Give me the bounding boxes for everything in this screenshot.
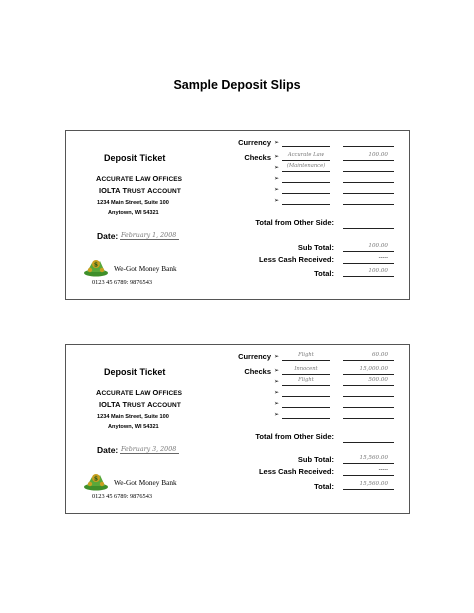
check-desc-line[interactable] bbox=[282, 193, 330, 194]
firm-name: ACCURATE LAW OFFICES bbox=[96, 388, 183, 397]
check-amount-line[interactable] bbox=[343, 396, 394, 397]
sub-total-label: Sub Total: bbox=[297, 243, 334, 252]
less-cash-label: Less Cash Received: bbox=[258, 467, 334, 476]
less-cash-value: ----- bbox=[378, 467, 388, 473]
check-amount: 500.00 bbox=[368, 377, 388, 383]
total-label: Total: bbox=[314, 482, 334, 491]
check-amount-line[interactable] bbox=[343, 374, 394, 375]
address-line-1: 1234 Main Street, Suite 100 bbox=[97, 200, 169, 206]
total-other-side-line[interactable] bbox=[343, 442, 394, 443]
check-desc-line[interactable] bbox=[282, 204, 330, 205]
check-amount-line[interactable] bbox=[343, 204, 394, 205]
slip-heading: Deposit Ticket bbox=[104, 367, 166, 377]
check-amount-line[interactable] bbox=[343, 182, 394, 183]
check-amount-line[interactable] bbox=[343, 385, 394, 386]
deposit-slip bbox=[65, 130, 410, 300]
arrowhead-bullet-icon: ➢ bbox=[274, 154, 280, 160]
check-desc-line[interactable] bbox=[282, 407, 330, 408]
date-label: Date: bbox=[97, 231, 119, 241]
date-value: February 3, 2008 bbox=[120, 446, 179, 454]
currency-amount-line[interactable] bbox=[343, 360, 394, 361]
total-other-side-line[interactable] bbox=[343, 228, 394, 229]
arrowhead-bullet-icon: ➢ bbox=[274, 198, 280, 204]
deposit-slip bbox=[65, 344, 410, 514]
firm-name: ACCURATE LAW OFFICES bbox=[96, 174, 183, 183]
currency-label: Currency bbox=[238, 138, 271, 147]
check-desc-line[interactable] bbox=[282, 171, 330, 172]
check-desc-line[interactable] bbox=[282, 418, 330, 419]
arrowhead-bullet-icon: ➢ bbox=[274, 176, 280, 182]
check-amount-line[interactable] bbox=[343, 418, 394, 419]
check-amount: 15,000.00 bbox=[359, 366, 388, 372]
page-title: Sample Deposit Slips bbox=[173, 78, 301, 92]
currency-amount-line[interactable] bbox=[343, 146, 394, 147]
sub-total-value: 15,560.00 bbox=[359, 455, 388, 461]
check-desc: (Maintenance) bbox=[286, 163, 326, 169]
check-amount: 100.00 bbox=[368, 152, 388, 158]
check-desc-line[interactable] bbox=[282, 182, 330, 183]
check-amount-line[interactable] bbox=[343, 193, 394, 194]
address-line-2: Anytown, WI 54321 bbox=[108, 424, 159, 430]
total-line[interactable] bbox=[343, 489, 394, 490]
total-value: 100.00 bbox=[368, 268, 388, 274]
check-amount-line[interactable] bbox=[343, 407, 394, 408]
check-desc: Flight bbox=[298, 377, 314, 383]
checks-label: Checks bbox=[244, 153, 271, 162]
less-cash-line[interactable] bbox=[343, 263, 394, 264]
check-desc: Accurate Law bbox=[287, 152, 325, 158]
total-other-side-label: Total from Other Side: bbox=[255, 432, 334, 441]
arrowhead-bullet-icon: ➢ bbox=[274, 368, 280, 374]
sub-total-value: 100.00 bbox=[368, 243, 388, 249]
currency-desc-line[interactable] bbox=[282, 360, 330, 361]
arrowhead-bullet-icon: ➢ bbox=[274, 390, 280, 396]
address-line-2: Anytown, WI 54321 bbox=[108, 210, 159, 216]
currency-desc-line[interactable] bbox=[282, 146, 330, 147]
check-desc-line[interactable] bbox=[282, 385, 330, 386]
bank-name: We-Got Money Bank bbox=[114, 264, 177, 273]
arrowhead-bullet-icon: ➢ bbox=[274, 379, 280, 385]
arrowhead-bullet-icon: ➢ bbox=[274, 354, 280, 360]
less-cash-label: Less Cash Received: bbox=[258, 255, 334, 264]
svg-text:$: $ bbox=[93, 261, 99, 269]
check-desc-line[interactable] bbox=[282, 374, 330, 375]
arrowhead-bullet-icon: ➢ bbox=[274, 187, 280, 193]
sub-total-line[interactable] bbox=[343, 463, 394, 464]
currency-amount: 60.00 bbox=[371, 352, 388, 358]
arrowhead-bullet-icon: ➢ bbox=[274, 412, 280, 418]
account-numbers: 0123 45 6789: 9876543 bbox=[92, 279, 152, 286]
check-desc: Innocent bbox=[294, 366, 318, 372]
trust-account-name: IOLTA TRUST ACCOUNT bbox=[99, 400, 181, 409]
money-bank-logo-icon bbox=[83, 469, 109, 491]
arrowhead-bullet-icon: ➢ bbox=[274, 165, 280, 171]
total-line[interactable] bbox=[343, 276, 394, 277]
slip-heading: Deposit Ticket bbox=[104, 153, 166, 163]
total-label: Total: bbox=[314, 269, 334, 278]
sub-total-label: Sub Total: bbox=[297, 455, 334, 464]
check-desc-line[interactable] bbox=[282, 160, 330, 161]
date-value: February 1, 2008 bbox=[120, 232, 179, 240]
sub-total-line[interactable] bbox=[343, 251, 394, 252]
total-value: 15,560.00 bbox=[359, 481, 388, 487]
check-desc-line[interactable] bbox=[282, 396, 330, 397]
currency-desc: Flight bbox=[298, 352, 314, 358]
money-bank-logo-icon bbox=[83, 255, 109, 277]
address-line-1: 1234 Main Street, Suite 100 bbox=[97, 414, 169, 420]
arrowhead-bullet-icon: ➢ bbox=[274, 140, 280, 146]
check-amount-line[interactable] bbox=[343, 160, 394, 161]
svg-text:$: $ bbox=[93, 475, 99, 483]
account-numbers: 0123 45 6789: 9876543 bbox=[92, 493, 152, 500]
date-label: Date: bbox=[97, 445, 119, 455]
arrowhead-bullet-icon: ➢ bbox=[274, 401, 280, 407]
total-other-side-label: Total from Other Side: bbox=[255, 218, 334, 227]
less-cash-line[interactable] bbox=[343, 475, 394, 476]
currency-label: Currency bbox=[238, 352, 271, 361]
less-cash-value: ----- bbox=[378, 255, 388, 261]
check-amount-line[interactable] bbox=[343, 171, 394, 172]
trust-account-name: IOLTA TRUST ACCOUNT bbox=[99, 186, 181, 195]
bank-name: We-Got Money Bank bbox=[114, 478, 177, 487]
checks-label: Checks bbox=[244, 367, 271, 376]
